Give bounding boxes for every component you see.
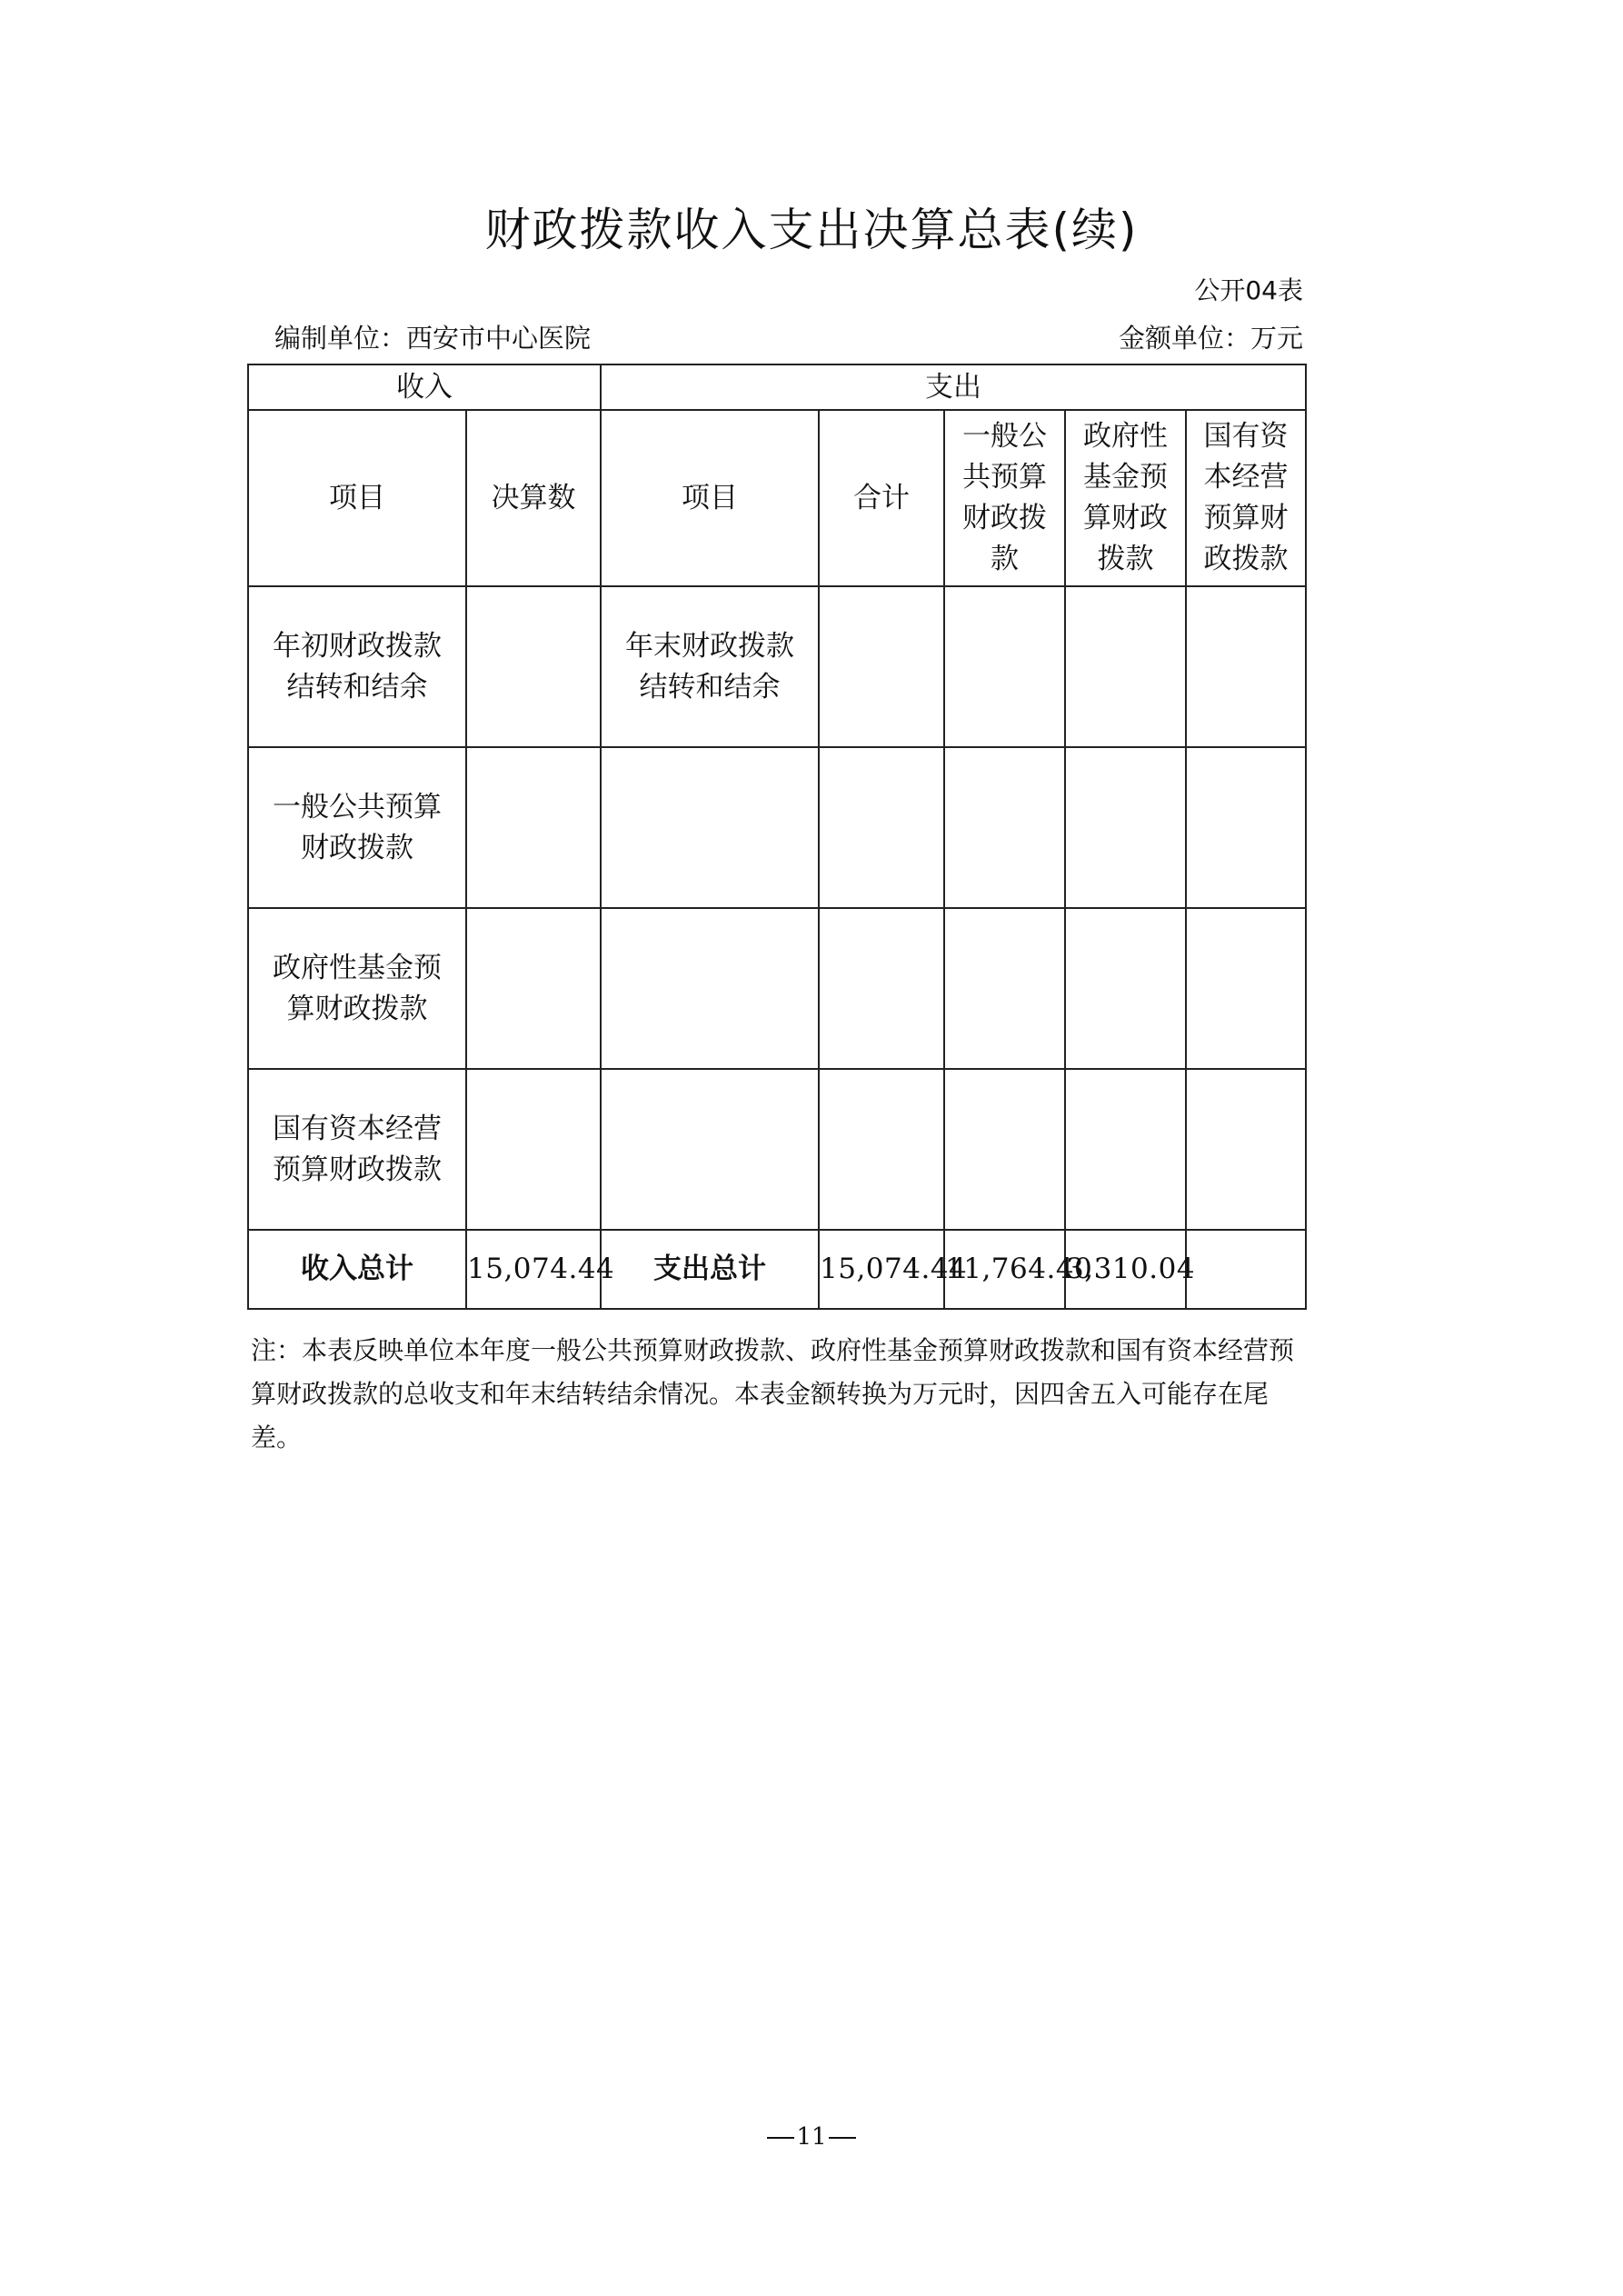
income-item-cell: 一般公共预算财政拨款 [248, 747, 466, 908]
column-header-row [248, 410, 1306, 586]
table-row [248, 586, 1306, 747]
col-income-item: 项目 [248, 410, 466, 586]
col-gov-fund: 政府性基金预算财政拨款 [1065, 410, 1186, 586]
expense-item-cell: 年末财政拨款结转和结余 [601, 586, 819, 747]
income-amount-cell [466, 586, 601, 747]
income-group-header: 收入 [248, 364, 601, 410]
expense-total-label: 支出总计 [601, 1230, 819, 1309]
table-row [248, 1069, 1306, 1230]
income-item-cell: 年初财政拨款结转和结余 [248, 586, 466, 747]
page-title: 财政拨款收入支出决算总表(续) [484, 204, 1139, 256]
expense-item-cell [601, 908, 819, 1069]
gov-fund-cell [1065, 586, 1186, 747]
group-header-row [248, 364, 1306, 410]
state-capital-cell [1186, 1069, 1306, 1230]
page-dash-left [767, 2137, 794, 2139]
expense-total-amount: 15,074.44 [819, 1230, 944, 1309]
gov-fund-total: 3,310.04 [1065, 1230, 1186, 1309]
table-note: 注：本表反映单位本年度一般公共预算财政拨款、政府性基金预算财政拨款和国有资本经营预算财政拨款的总收支和年末结转结余情况。本表金额转换为万元时，因四舍五入可能存在尾差。 [251, 1335, 1295, 1452]
income-amount-cell [466, 908, 601, 1069]
total-cell [819, 586, 944, 747]
income-total-label: 收入总计 [248, 1230, 466, 1309]
income-amount-cell [466, 747, 601, 908]
table-row [248, 747, 1306, 908]
page-number [0, 2123, 1623, 2151]
gov-fund-cell [1065, 908, 1186, 1069]
col-state-capital: 国有资本经营预算财政拨款 [1186, 410, 1306, 586]
col-expense-item: 项目 [601, 410, 819, 586]
gov-fund-cell [1065, 1069, 1186, 1230]
state-capital-cell [1186, 586, 1306, 747]
amount-unit: 金额单位：万元 [1118, 323, 1303, 354]
col-total: 合计 [819, 410, 944, 586]
income-item-cell: 政府性基金预算财政拨款 [248, 908, 466, 1069]
general-budget-cell [944, 747, 1065, 908]
form-number: 公开04表 [1194, 275, 1303, 305]
gov-fund-cell [1065, 747, 1186, 908]
income-total-amount: 15,074.44 [466, 1230, 601, 1309]
state-capital-cell [1186, 908, 1306, 1069]
income-item-cell: 国有资本经营预算财政拨款 [248, 1069, 466, 1230]
totals-row [248, 1230, 1306, 1309]
total-cell [819, 1069, 944, 1230]
expense-item-cell [601, 747, 819, 908]
expense-group-header: 支出 [601, 364, 1306, 410]
state-capital-cell [1186, 747, 1306, 908]
income-amount-cell [466, 1069, 601, 1230]
budget-table [247, 364, 1307, 1310]
general-budget-cell [944, 1069, 1065, 1230]
table-row [248, 908, 1306, 1069]
page-dash-right [829, 2137, 856, 2139]
total-cell [819, 908, 944, 1069]
col-general-budget: 一般公共预算财政拨款 [944, 410, 1065, 586]
state-capital-total [1186, 1230, 1306, 1309]
page-number-text: 11 [796, 2123, 827, 2151]
expense-item-cell [601, 1069, 819, 1230]
compiling-unit: 编制单位：西安市中心医院 [274, 323, 592, 354]
total-cell [819, 747, 944, 908]
general-budget-cell [944, 586, 1065, 747]
general-budget-cell [944, 908, 1065, 1069]
col-income-amount: 决算数 [466, 410, 601, 586]
general-budget-total: 11,764.40 [944, 1230, 1065, 1309]
